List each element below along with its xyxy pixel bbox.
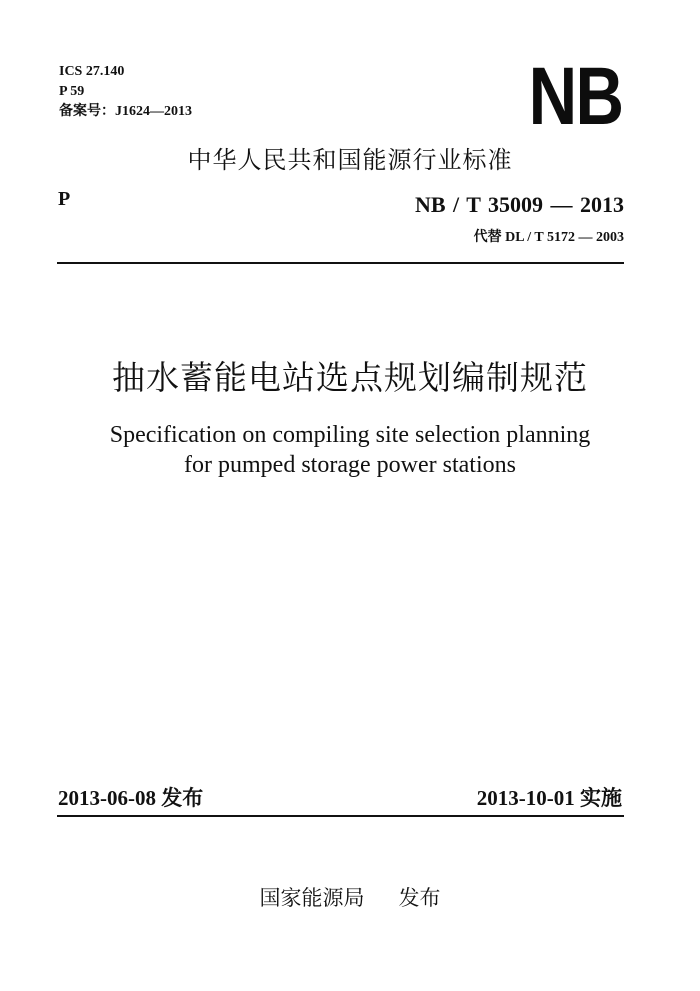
issue-date: 2013-06-08 发布 bbox=[58, 786, 204, 810]
title-english-line-2: for pumped storage power stations bbox=[184, 452, 516, 478]
ics-code: ICS 27.140 bbox=[59, 64, 125, 79]
top-divider bbox=[57, 262, 624, 264]
title-english-line-1: Specification on compiling site selection planning bbox=[109, 422, 591, 448]
industry-standard-title: 中华人民共和国能源行业标准 bbox=[187, 146, 513, 174]
category-letter: P bbox=[58, 188, 71, 210]
title-english bbox=[0, 420, 700, 480]
nb-logo: NB bbox=[528, 51, 622, 142]
standard-number: NB / T 35009 — 2013 bbox=[414, 192, 624, 217]
publisher-line bbox=[0, 882, 700, 912]
classification-block bbox=[59, 62, 192, 122]
title-chinese: 抽水蓄能电站选点规划编制规范 bbox=[112, 358, 588, 397]
ccs-code: P 59 bbox=[59, 84, 85, 99]
replaces-standard: 代替 DL / T 5172 — 2003 bbox=[473, 230, 624, 245]
implementation-date: 2013-10-01 实施 bbox=[476, 786, 622, 810]
bottom-divider bbox=[57, 815, 624, 817]
publisher-name: 国家能源局 bbox=[259, 886, 365, 910]
publish-word: 发布 bbox=[398, 886, 441, 910]
record-number: 备案号：J1624—2013 bbox=[59, 104, 192, 119]
